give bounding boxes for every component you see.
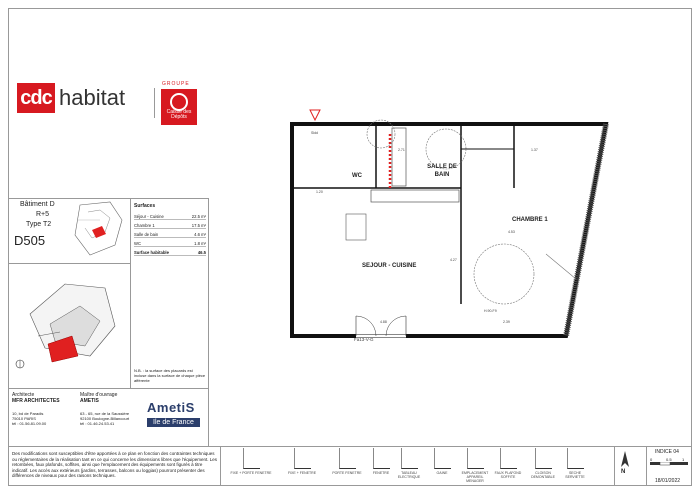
dimension-label: 4.53 [508,230,515,234]
date-label: 18/01/2022 [655,478,681,484]
dimension-label: H.90-F9 [484,309,497,313]
architect-heading: Architecte [12,392,35,398]
dimension-label: 2.71 [398,148,405,152]
divider [8,263,130,264]
legend-label: FENETRE [372,471,390,475]
owner-name: AMETIS [80,398,99,404]
legend-item [528,448,558,479]
legend-item [280,448,324,475]
dimension-label: 1.37 [531,148,538,152]
legend-label: GAINE [436,471,448,475]
habitat-logo-text: habitat [59,85,126,110]
legend-symbol-icon [294,448,311,469]
legend-label: SECHE SERVIETTE [565,471,585,479]
legend-symbol-icon [243,448,260,469]
legend-symbol-icon [500,448,517,469]
surfaces-title: Surfaces [134,203,156,209]
legend-item [430,448,454,475]
divider [8,446,692,447]
owner-address1: 63 - 65, rue de la Saussière [80,411,130,416]
divider [130,198,131,388]
scale-tick-label: 0 [650,457,653,462]
divider [220,446,221,486]
apartment-code: D505 [14,233,46,248]
site-plan [10,266,128,386]
legend-label: TABLEAU ELECTRIQUE [397,471,421,479]
surface-row: Séjour - Cuisine 22.5 m² [134,214,206,219]
architect-phone: tél : 01.56.81.09.00 [12,421,47,426]
type-label: Type T2 [26,221,52,228]
legend-item [562,448,588,479]
dimension-label: 2.39 [503,320,510,324]
legend-item [493,448,523,479]
divider [646,446,647,486]
legend-label: FIXE + PORTE FENETRE [230,471,272,475]
legend-label: FIXE + FENETRE [287,471,317,475]
owner-address2: 92100 Boulogne-Billancourt [80,416,130,421]
ametis-logo-sub: Ile de France [147,418,200,427]
dimension-label: 4.27 [450,258,457,262]
batiment-label: Bâtiment D [20,201,55,208]
cdc-logo: cdc [17,83,55,113]
legend-item [228,448,274,475]
surface-note: N.B. : la surface des placards est incluse dans la surface de chaque pièce afférente [134,368,206,383]
plan-note: Sldd [311,131,319,135]
legend-symbol-icon [434,448,451,469]
legend-symbol-icon [339,448,356,469]
architect-address1: 10, bd de Paradis [12,411,44,416]
legend-symbol-icon [535,448,552,469]
room-label-sejour: SEJOUR - CUISINE [362,263,417,269]
room-label-wc: WC [352,173,362,179]
window-tag: Fa13-V-G [354,337,374,342]
surface-row: Chambre 1 17.5 m² [134,223,206,228]
divider [8,388,208,389]
owner-heading: Maître d'ouvrage [80,392,118,398]
room-label-salle-de-bain: SALLE DE BAIN [427,164,457,178]
legend-item [460,448,490,483]
divider [614,446,615,486]
divider [208,198,209,446]
dimension-label: 4.88 [380,320,387,324]
legend-label: FAUX PLAFOND SOFFITE [494,471,522,479]
legend-item [395,448,423,479]
legend-symbol-icon [401,448,418,469]
north-label: N [621,469,626,475]
ametis-logo: AmetiS [147,400,195,415]
legend-label: PORTE FENETRE [332,471,362,475]
room-label-chambre: CHAMBRE 1 [512,217,548,223]
dimension-label: 1.20 [316,190,323,194]
caisse-depots-text: Caisse des Dépôts [166,109,192,120]
disclaimer: Des modifications sont susceptibles d'être apportées à ce plan en fonction des contraintes techniques ou réglementaires de la réalisation tant en ce qui concerne les dimensions libres que l'équipement. Les retombées, faux plafonds, soffites, ainsi que l'emplacement des équipements sont figurés à titre indicatif. Les accès aux extérieurs (jardins, terrasses, balcons ou loggias) pourront présenter des différences de niveaux pour des raisons techniques. [12,451,217,478]
legend-symbol-icon [373,448,390,469]
groupe-label: GROUPE [162,81,190,87]
scale-bar [650,457,690,467]
legend-item [368,448,394,475]
floor-key-plan [70,200,128,260]
surface-total-row: Surface habitable 46.5 [134,250,206,255]
legend-item [328,448,366,475]
legend-symbol-icon [467,448,484,469]
north-arrow-icon [620,451,630,469]
logo-separator [154,88,155,118]
owner-phone: tél : 01.46.24.53.41 [80,421,115,426]
legend-symbol-icon [567,448,584,469]
floor-plan [286,104,622,344]
surface-row: WC 1.8 m² [134,241,206,246]
legend-label: CLOISON DEMONTABLE [531,471,555,479]
scale-tick-label: 1 [682,457,685,462]
scale-tick-label: 0.5 [666,457,672,462]
surface-row: Salle de bain 4.6 m² [134,232,206,237]
divider [8,198,208,199]
level-label: R+5 [36,211,50,218]
architect-name: MFR ARCHITECTES [12,398,60,404]
indice-label: INDICE 04 [655,449,679,455]
legend-label: EMPLACEMENT APPAREIL MENAGER [461,471,489,483]
architect-address2: 75010 PARIS [12,416,36,421]
